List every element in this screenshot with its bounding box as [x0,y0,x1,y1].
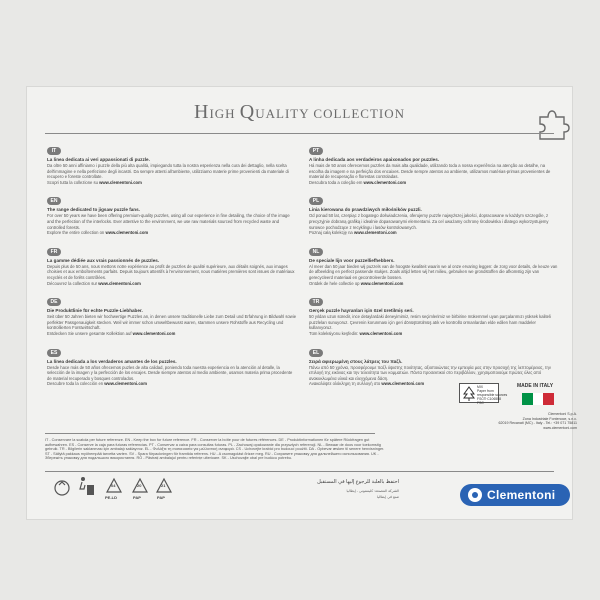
section-title: Die Produktlinie für echte Puzzle-Liebhaber. [47,308,143,314]
section-body: Seit über 50 Jahren bieten wir hochwertige Puzzles an, in denen unsere traditionelle Liebe zum Detail und Erfahrung in Bildwahl sowie perfekter Passgenauigkeit stecken. Weil wir immer schon umweltbewusst waren, stammen unsere Rohstoffe aus Recycling und kontrollierten Forstwirtschaft. [47,314,297,331]
section-de [47,290,297,336]
language-badge: TR [309,298,323,306]
flag-stripe-white [533,393,544,405]
section-title: A linha dedicada aos verdadeiros apaixonados por puzzles. [309,157,440,162]
language-badge: FR [47,248,61,256]
section-body: 50 yıldan uzun süredir, ince detaylardaki deneyimimiz, resim seçimlerimiz ve birbirine mükemmel uyan parçalarımızı yüksek kaliteli puzzleları sunuyoruz. Çevrenin korunması için geri dönüştürülmüş atık ve kontrollü ormanlardan elde edilen ham maddeler kullanıyoruz. [309,314,551,331]
bottom-divider [45,433,375,434]
section-discover: Entdecken Sie unsere gesamte Kollektion auf www.clementoni.com [47,330,176,336]
section-discover: Descubre toda la colección en www.clementoni.com [47,381,147,387]
section-body: Da oltre 50 anni affiniamo i puzzle della più alta qualità, impiegando tutta la nostra esperienza nella cura dei dettaglio, nella scelta dell'immagine e nella perfezione degli incastri. Da sempre attenti all'ambiente, utilizziamo materie prime provenienti da materiale di recupero e foreste controllate. [47,163,289,180]
italy-flag-icon [522,393,554,405]
manufacturer-address: Clementoni S.p.A. Zona Industriale Fontenoce, s.n.c. 62019 Recanati (MC) - Italy - Tel.: +39 071 75811 www.clementoni.com [498,412,577,430]
fsc-text: MIX Paper from responsible sources FSC® C106558 FSC [477,385,508,405]
section-title: La línea dedicada a los verdaderos amantes de los puzzles. [47,358,177,364]
section-el [309,341,559,387]
section-body: Od ponad 50 lat, czerpiąc z bogatego doświadczenia, oferujemy puzzle najwyższej jakości, dopracowane w każdym szczególe, z precyzyjnie dobraną grafiką i idealnie dopasowanymi elementami. Za cel uważamy ochronę środowiska i dlatego wykorzystujemy surowce pochodzące z recyklingu i lasów kontrolowanych. [309,213,549,230]
section-title: Gerçek puzzle hayranları için özel üretilmiş seri. [309,308,414,314]
section-body: Al meer dan 50 jaar bieden wij puzzels van de hoogste kwaliteit waarin we al onze ervaring leggen: de zorg voor details, de keuze van de afbeelding en perfect passende stukjes. Zoals altijd letten wij het milieu, gebruiken we grondstoffen die afkomstig zijn van gerecycleerd materiaal en gecontroleerde bossen. [309,263,558,280]
section-fr [47,240,297,286]
collection-title: HIGH QUALITY COLLECTION [193,101,406,123]
language-badge: PL [309,197,323,205]
recycling-loop-icon [53,477,71,499]
language-badge: PT [309,147,323,155]
arabic-notice: احتفظ بالعلبة للرجوع إليها في المستقبل الشركة المصنعة: كليمنتوني - إيطاليا صنع في إيطاليا [317,479,399,499]
product-info-panel [27,87,577,519]
section-tr [309,290,559,336]
section-pt [309,139,559,185]
flag-stripe-red [543,393,554,405]
puzzle-piece-icon [536,107,570,141]
fsc-tree-icon [462,386,476,402]
section-discover: Ontdek de hele collectie op www.clementoni.com [309,280,404,286]
section-title: De speciale lijn voor puzzelliefhebbers. [309,257,395,263]
language-badge: ES [47,349,61,357]
logo-mark-icon [468,488,482,502]
clementoni-logo: Clementoni [460,484,570,506]
section-pl [309,189,559,235]
language-badge: IT [47,147,61,155]
section-it [47,139,297,185]
section-title: Σειρά αφιερωμένη στους λάτρεις του παζλ. [309,358,403,364]
section-title: La gamme dédiée aux vrais passionnés de puzzles. [47,257,160,263]
flag-stripe-green [522,393,533,405]
section-body: For over 50 years we have been offering premium-quality puzzles, using all our experience in fine detailing, the choice of the image and the perfection of the interlocks. Ever attentive to the environment, we use raw materials sourced from recycled waste and controlled forests. [47,213,290,230]
section-nl [309,240,559,286]
tidyman-bin-icon [77,475,97,499]
footer-divider [45,471,554,472]
left-column [47,139,297,391]
section-es [47,341,297,387]
section-en [47,189,297,235]
section-discover: Descubra toda a coleção em www.clementoni.com [309,179,407,185]
top-divider [45,133,554,134]
section-body: Há mais de 50 anos oferecemos puzzles da mais alta qualidade, utilizando toda a nossa experiência na atenção ao detalhe, na escolha da imagem e na perfeição dos encaixes. Desde sempre atentos ao ambiente, utilizamos matérias-primas provenientes de material de recuperação e florestas controladas. [309,163,551,180]
right-column [309,139,559,391]
section-body: Depuis plus de 50 ans, nous mettons notre expérience au profit de puzzles de qualité supérieure, aux détails soignés, aux images choisies et aux emboîtements parfaits. Depuis toujours attentifs à l'environnement, nous matières premières sont issues de matériaux recyclés et de forêts contrôlées. [47,263,295,280]
section-title: La linea dedicata ai veri appassionati di puzzle. [47,157,150,162]
section-discover: Ανακαλύψτε ολόκληρη τη συλλογή στο www.clementoni.com [309,381,425,387]
made-in-italy: MADE IN ITALY [517,383,554,389]
language-badge: NL [309,248,323,256]
section-title: Linia kierowana do prawdziwych miłośników puzzli. [309,207,422,213]
language-badge: DE [47,298,61,306]
section-discover: Découvrez la collection sur www.clementoni.com [47,280,141,286]
section-discover: Tüm koleksiyonu keşfedin: www.clementoni.com [309,330,403,336]
section-body: Desde hace más de 50 años ofrecemos puzles de alta calidad, poniendo toda nuestra experiencia en la atención al detalle, la selección de la imagen y la perfección de los encajes. Desde siempre atentos al medio ambiente, usamos materia prima procedente de material recuperado y bosques controlados. [47,364,293,381]
section-discover: Poznaj całą kolekcję na www.clementoni.com [309,230,397,236]
section-discover: Explore the entire collection on www.clementoni.com [47,230,149,236]
section-body: Πάνω από 50 χρόνια, προσφέρουμε παζλ ύψιστης ποιότητας, αξιοποιώντας την εμπειρία μας στην προσοχή της λεπτομέρειας, την επιλογή της εικόνας και την τελειότητα των κομματιών. Πάντα προσεκτικοί στο περιβάλλον, χρησιμοποιούμε πρώτες ύλες από ανακυκλωμένα υλικά και ελεγχόμενα δάση. [309,364,551,381]
multilang-notice: IT - Conservare la scatola per future referenze. EN - Keep the box for future reference. FR - Conserver la boîte pour de futures références. DE - Produktinformationen für spätere Rückfragen gut aufbewahren. ES - Conserve la caja para futuras referencias. PT - Conservar a caixa para consultas futuras. PL - Zachowaj opakowanie dla przyszłych referencji. NL - Bewaar de doos voor toekomstig gebruik. TR - Bilgilerin saklanması için ambalajı saklayınız. EL - Φυλάξτε τη συσκευασία για μελλοντική αναφορά. CS - Uchovejte krabici pro budoucí použití. DA - Opbevar æsken til senere henvisninger. ST - Säilytä pakkaus myöhempää tarvetta varten. SV - Spara förpackningen för framtida referens. HU - A csomagolást őrizze meg. RU - Сохраните упаковку для дальнейшего использования. UK - Збережіть упаковку для подальшого використання. RO - Păstrați ambalajul pentru referințe ulterioare. SK - Uschovajte obal pre budúcu potrebu. [45,438,385,461]
section-title: The range dedicated to jigsaw puzzle fans. [47,207,140,213]
language-badge: EL [309,349,323,357]
language-badge: EN [47,197,61,205]
section-discover: Scopri tutta la collezione su www.clementoni.com [47,179,142,185]
recycling-symbols: 04 PE-LD 20 PAP 21 PAP [53,475,183,501]
